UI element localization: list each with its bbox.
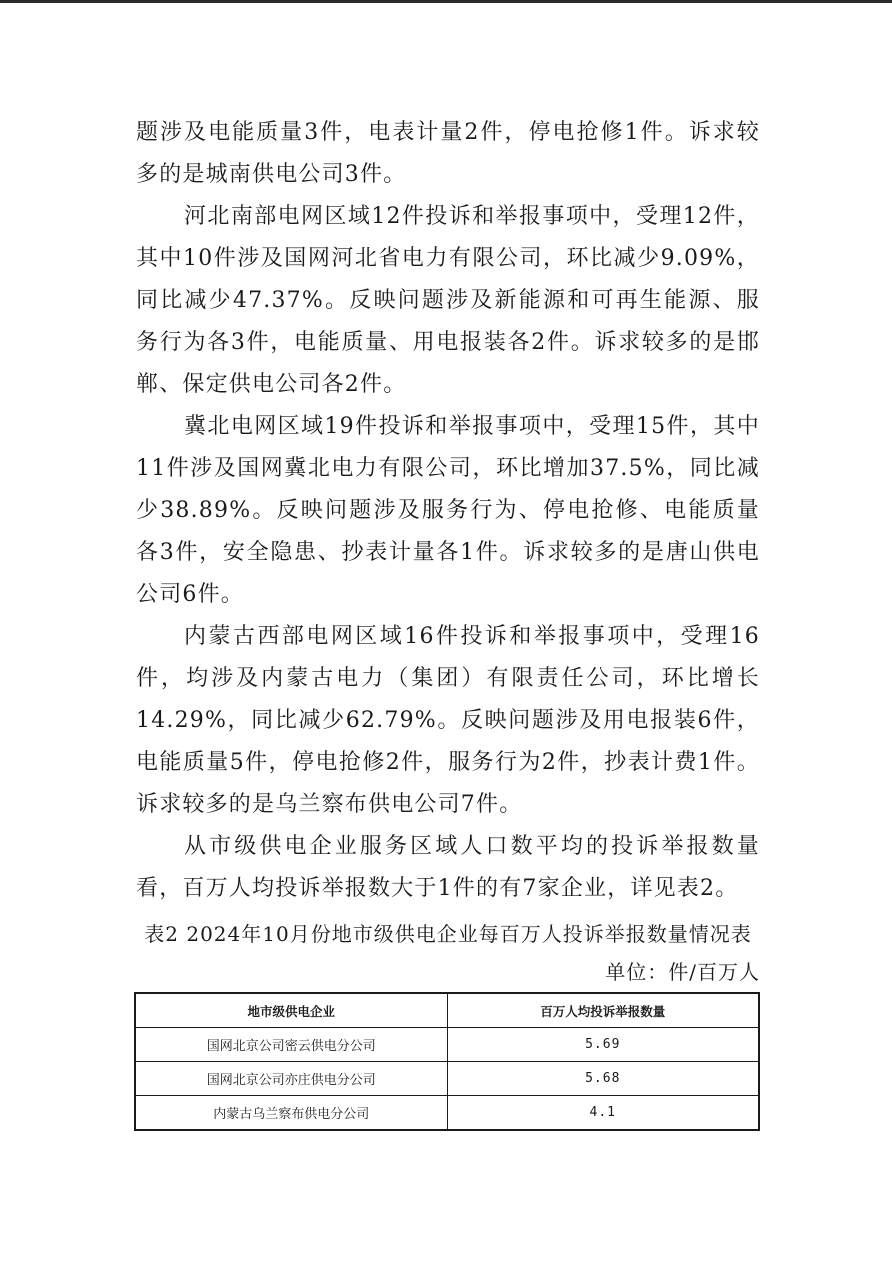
paragraph-inner-mongolia-west: 内蒙古西部电网区域16件投诉和举报事项中，受理16件，均涉及内蒙古电力（集团）有限责任公司，环比增长14.29%，同比减少62.79%。反映问题涉及用电报装6件，电能质量5件，停电抢修2件，服务行为2件，抄表计费1件。诉求较多的是乌兰察布供电公司7件。 <box>136 624 760 817</box>
table-header-row <box>135 993 759 1028</box>
document-page <box>136 112 760 1131</box>
paragraph-continuation: 题涉及电能质量3件，电表计量2件，停电抢修1件。诉求较多的是城南供电公司3件。 <box>136 120 760 187</box>
cell-count: 5.69 <box>447 1028 759 1062</box>
table-caption: 表2 2024年10月份地市级供电企业每百万人投诉举报数量情况表 <box>144 922 752 946</box>
paragraph-hebei-south: 河北南部电网区域12件投诉和举报事项中，受理12件，其中10件涉及国网河北省电力有限公司，环比减少9.09%，同比减少47.37%。反映问题涉及新能源和可再生能源、服务行为各3件，电能质量、用电报装各2件。诉求较多的是邯郸、保定供电公司各2件。 <box>136 204 760 397</box>
cell-company: 国网北京公司密云供电分公司 <box>135 1028 447 1062</box>
column-header-company: 地市级供电企业 <box>135 993 447 1028</box>
table-row <box>135 1096 759 1131</box>
table-row <box>135 1028 759 1062</box>
page-top-rule <box>0 0 892 3</box>
complaints-per-million-table <box>134 992 760 1131</box>
cell-count: 4.1 <box>447 1096 759 1131</box>
table-row <box>135 1062 759 1096</box>
cell-company: 国网北京公司亦庄供电分公司 <box>135 1062 447 1096</box>
table-unit-label: 单位：件/百万人 <box>605 960 760 984</box>
column-header-count: 百万人均投诉举报数量 <box>447 993 759 1028</box>
paragraph-jibei: 冀北电网区域19件投诉和举报事项中，受理15件，其中11件涉及国网冀北电力有限公司，环比增加37.5%，同比减少38.89%。反映问题涉及服务行为、停电抢修、电能质量各3件，安全隐患、抄表计量各1件。诉求较多的是唐山供电公司6件。 <box>136 414 760 607</box>
cell-count: 5.68 <box>447 1062 759 1096</box>
paragraph-per-million-summary: 从市级供电企业服务区域人口数平均的投诉举报数量看，百万人均投诉举报数大于1件的有7家企业，详见表2。 <box>136 834 760 901</box>
cell-company: 内蒙古乌兰察布供电分公司 <box>135 1096 447 1131</box>
